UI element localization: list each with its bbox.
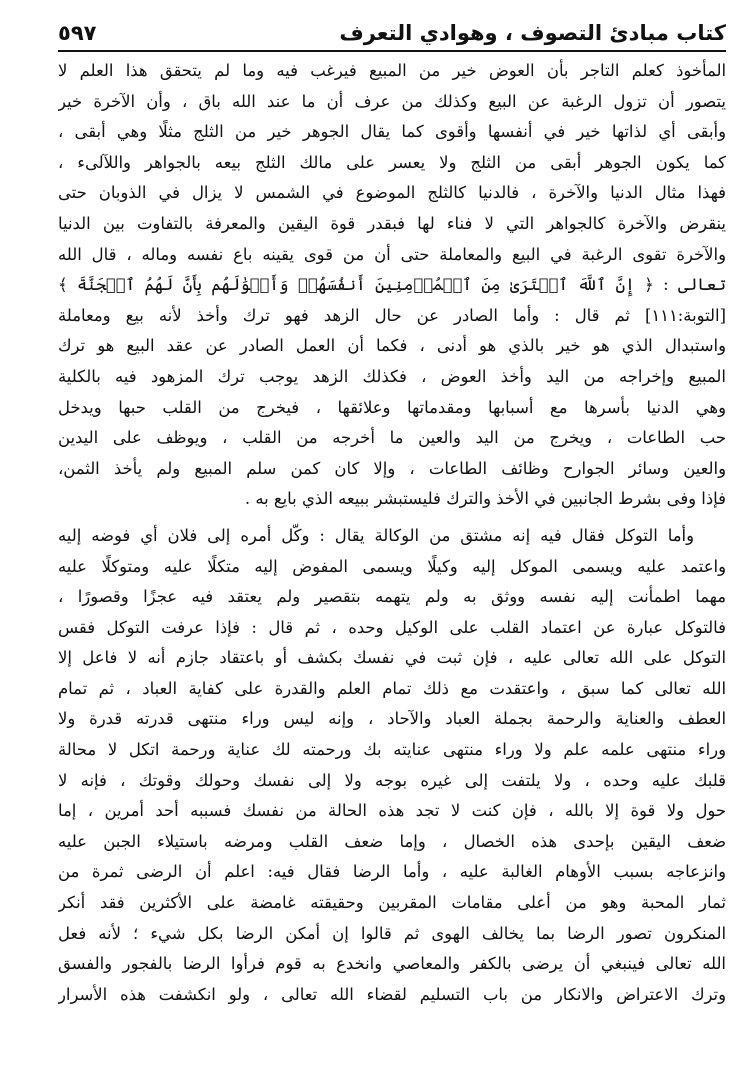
text-line: كما يكون الجوهر أبقى من الثلج ولا يعسر على مالك الثلج بيعه بالجواهر واللآلىء ، bbox=[58, 152, 726, 172]
text-line: والآخرة تقوى الرغبة في البيع والمعاملة حتى أن من قوى يقينه باع نفسه وماله ، قال الله bbox=[58, 244, 726, 264]
text-line: العطف والعناية والرحمة بجملة العباد والآحاد ، وإنه ليس وراء منتهى قدرته قدرة ولا bbox=[58, 709, 726, 729]
text-line: يتصور أن تزول الرغبة عن البيع وكذلك من عرف أن ما عند الله باق ، وأن الآخرة خير bbox=[58, 91, 726, 111]
running-header bbox=[58, 14, 726, 48]
text-line: المأخوذ كعلم التاجر بأن العوض خير من المبيع فيرغب فيه وما لم يتحقق هذا العلم لا bbox=[58, 61, 726, 80]
text-line: وأما التوكل فقال فيه إنه مشتق من الوكالة يقال : وكّل أمره إلى فلان أي فوضه إليه bbox=[58, 525, 694, 545]
text-line: وراء منتهى علمه علم ولا وراء منتهى عنايته بك ورحمته لك عناية ورحمة اتكل لا محالة bbox=[58, 740, 726, 760]
text-line: ينقرض والآخرة كالجواهر التي لا فناء لها فبقدر قوة اليقين والمعرفة بالتفاوت بين الدنيا bbox=[58, 213, 726, 233]
page-number: ٥٩٧ bbox=[58, 21, 97, 45]
text-line: فهذا مثال الدنيا والآخرة ، فالدنيا كالثلج الموضوع في الشمس لا يزال في الذوبان حتى bbox=[58, 183, 726, 203]
quran-verse-line: تعالى : ﴿ إِنَّ ٱللَّهَ ٱشۡتَرَىٰ مِنَ ٱلۡمُؤۡمِنِينَ أَنفُسَهُمۡ وَأَمۡوَٰلَهُم بِأَنَّ لَهُمُ ٱلۡجَنَّةَ ﴾ bbox=[58, 275, 726, 295]
text-line: حب الطاعات ، ويخرج من اليد والعين ما أخرجه من القلب ، ويوظف على اليدين bbox=[58, 428, 726, 448]
body-text bbox=[58, 56, 726, 1010]
text-line: مهما اطمأنت إليه نفسه ووثق به ولم يتهمه بتقصير ولم يعتقد فيه عجزًا وقصورًا ، bbox=[58, 587, 726, 607]
text-line: [التوبة:١١١] ثم قال : وأما الصادر عن حال الزهد فهو ترك وأخذ لأنه بيع ومعاملة bbox=[58, 305, 726, 325]
text-line: والعين وسائر الجوارح وظائف الطاعات ، وإلا كان كمن سلم المبيع ولم يأخذ الثمن، bbox=[58, 458, 726, 478]
paragraph bbox=[58, 56, 726, 515]
text-line: حول ولا قوة إلا بالله ، فإن كنت لا تجد هذه الحالة من نفسك فسببه أحد أمرين ، إما bbox=[58, 801, 726, 821]
text-line: التوكل على الله تعالى عليه ، فإن ثبت في نفسك بكشف أو باعتقاد جازم أنه لا فاعل إلا bbox=[58, 648, 726, 668]
text-line: وأبقى أي لذاتها خير في أنفسها وأقوى كما يقال الجوهر خير من الثلج مثلًا وهي أبقى ، bbox=[58, 122, 726, 142]
header-rule bbox=[58, 50, 726, 52]
text-line: واستبدال الذي هو خير بالذي هو أدنى ، فكما أن العمل الصادر عن عقد البيع هو ترك bbox=[58, 336, 726, 356]
text-line: وترك الاعتراض والانكار من باب التسليم لقضاء الله تعالى ، ولو انكشفت هذه الأسرار bbox=[58, 984, 726, 1004]
text-line: وانزعاجه بسبب الأوهام الغالبة عليه ، وأما الرضا فقال فيه: اعلم أن الرضى ثمرة من bbox=[58, 862, 726, 882]
text-line: المنكرون تصور الرضا بما يخالف الهوى ثم قالوا إن أمكن الرضا بكل شيء ؛ لأنه فعل bbox=[58, 923, 726, 943]
text-line: فالتوكل عبارة عن اعتماد القلب على الوكيل وحده ، ثم قال : فإذا عرفت التوكل فقس bbox=[58, 617, 726, 637]
text-line: المبيع وإخراجه من اليد وأخذ العوض ، فكذلك الزهد يوجب ترك المزهود فيه بالكلية bbox=[58, 366, 726, 386]
text-line: واعتمد عليه ويسمى الموكل إليه وكيلًا ويسمى المفوض إليه متكلًا عليه ومتوكلًا عليه bbox=[58, 556, 726, 576]
book-title: كتاب مبادئ التصوف ، وهوادي التعرف bbox=[339, 21, 726, 45]
text-line: قلبك عليه وحده ، ولا يلتفت إلى غيره بوجه ولا إلى نفسك وحولك وقوتك ، فإنه لا bbox=[58, 770, 726, 790]
text-line: الله تعالى كما سبق ، واعتقدت مع ذلك تمام العلم والقدرة على كفاية العباد ، ثم تمام bbox=[58, 678, 726, 698]
paragraph bbox=[58, 521, 726, 1011]
text-line: فإذا وفى بشرط الجانبين في الأخذ والترك فليستبشر ببيعه الذي بايع به . bbox=[244, 489, 726, 509]
text-line: ثمار المحبة وهو من أعلى مقامات المقربين وحقيقته غامضة على الأكثرين فقد أنكر bbox=[58, 893, 726, 913]
text-line: الله تعالى فينبغي أن يرضى بالكفر والمعاصي وانخدع به قوم فرأوا الرضا بالفجور والفسق bbox=[58, 954, 726, 974]
text-line: وهي الدنيا بأسرها مع أسبابها ومقدماتها وعلائقها ، فيخرج من القلب حبها ويدخل bbox=[58, 397, 726, 417]
text-line: ضعف اليقين بإحدى هذه الخصال ، وإما ضعف القلب ومرضه باستيلاء الجبن عليه bbox=[58, 831, 726, 851]
book-page bbox=[58, 0, 726, 1076]
